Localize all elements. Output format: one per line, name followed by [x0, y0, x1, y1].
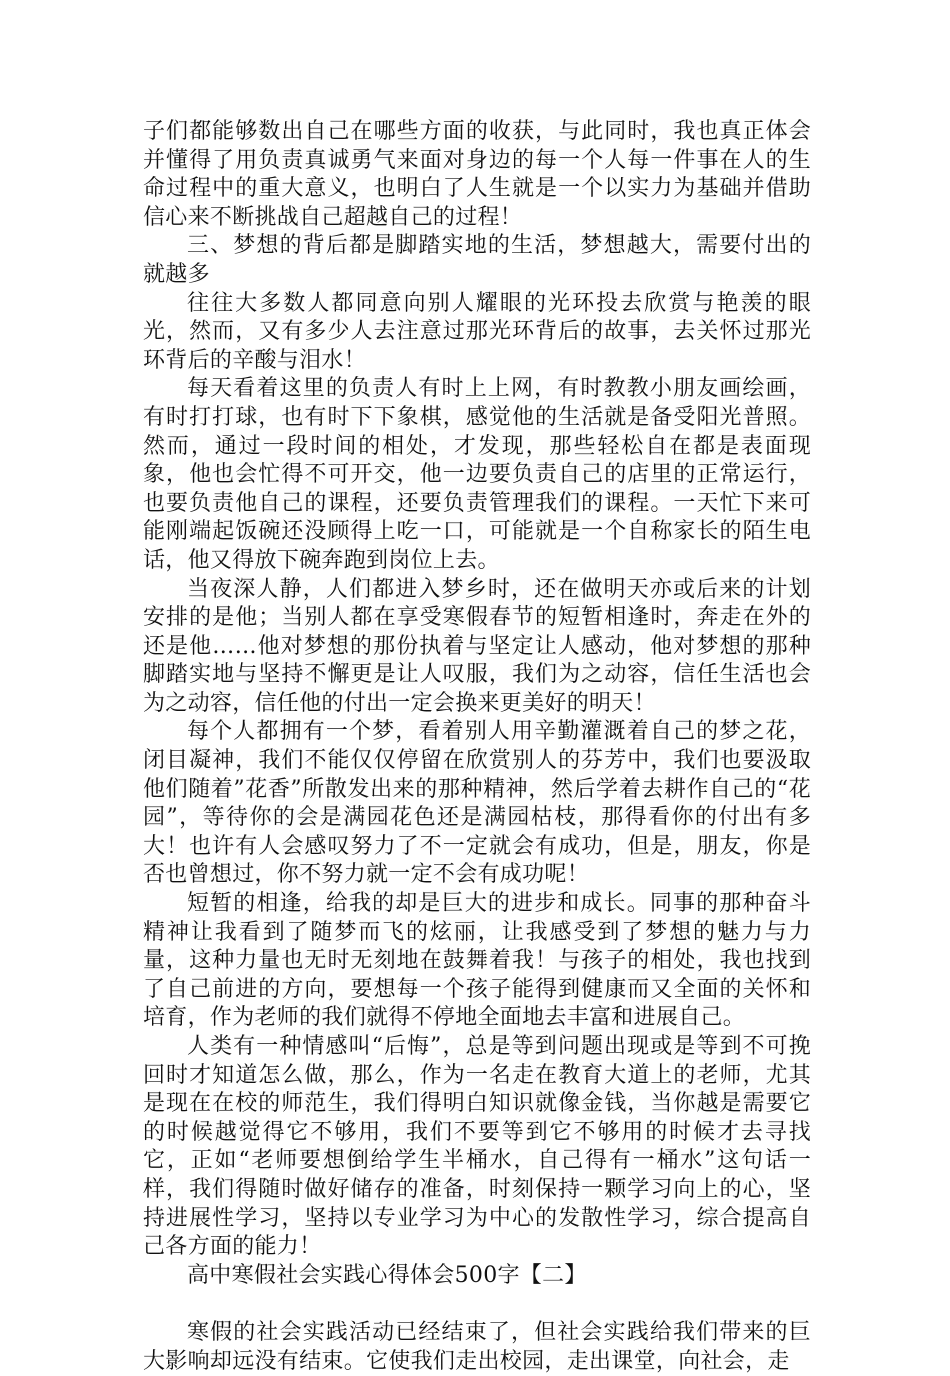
paragraph-continuation: 子们都能够数出自己在哪些方面的收获，与此同时，我也真正体会并懂得了用负责真诚勇气来面对身边的每一个人每一件事在人的生命过程中的重大意义，也明白了人生就是一个以实力为基础并借助信心来不断挑战自己超越自己的过程！: [143, 119, 811, 230]
blank-line: [143, 1290, 811, 1319]
paragraph: 每天看着这里的负责人有时上上网，有时教教小朋友画绘画，有时打打球，也有时下下象棋，感觉他的生活就是备受阳光普照。然而，通过一段时间的相处，才发现，那些轻松自在都是表面现象，他也会忙得不可开交，他一边要负责自己的店里的正常运行，也要负责他自己的课程，还要负责管理我们的课程。一天忙下来可能刚端起饭碗还没顾得上吃一口，可能就是一个自称家长的陌生电话，他又得放下碗奔跑到岗位上去。: [143, 376, 811, 573]
paragraph: 寒假的社会实践活动已经结束了，但社会实践给我们带来的巨大影响却远没有结束。它使我们走出校园，走出课堂，向社会，走: [143, 1319, 811, 1374]
paragraph: 每个人都拥有一个梦，看着别人用辛勤灌溉着自己的梦之花，闭目凝神，我们不能仅仅停留在欣赏别人的芬芳中，我们也要汲取他们随着”花香”所散发出来的那种精神，然后学着去耕作自己的“花园”，等待你的会是满园花色还是满园枯枝，那得看你的付出有多大！也许有人会感叹努力了不一定就会有成功，但是，朋友，你是否也曾想过，你不努力就一定不会有成功呢！: [143, 719, 811, 888]
paragraph: 人类有一种情感叫“后悔”，总是等到问题出现或是等到不可挽回时才知道怎么做，那么，作为一名走在教育大道上的老师，尤其是现在在校的师范生，我们得明白知识就像金钱，当你越是需要它的时候越觉得它不够用，我们不要等到它不够用的时候才去寻找它，正如“老师要想倒给学生半桶水，自己得有一桶水”这句话一样，我们得随时做好储存的准备，时刻保持一颗学习向上的心，坚持进展性学习，坚持以专业学习为中心的发散性学习，综合提高自己各方面的能力！: [143, 1034, 811, 1260]
paragraph: 当夜深人静，人们都进入梦乡时，还在做明天亦或后来的计划安排的是他；当别人都在享受寒假春节的短暂相逢时，奔走在外的还是他……他对梦想的那份执着与坚定让人感动，他对梦想的那种脚踏实地与坚持不懈更是让人叹服，我们为之动容，信任生活也会为之动容，信任他的付出一定会换来更美好的明天！: [143, 576, 811, 716]
paragraph: 短暂的相逢，给我的却是巨大的进步和成长。同事的那种奋斗精神让我看到了随梦而飞的炫丽，让我感受到了梦想的魅力与力量，这种力量也无时无刻地在鼓舞着我！与孩子的相处，我也找到了自己前进的方向，要想每一个孩子能得到健康而又全面的关怀和培育，作为老师的我们就得不停地全面地去丰富和进展自己。: [143, 891, 811, 1031]
document-page: [143, 118, 811, 1376]
section-heading-3: 三、梦想的背后都是脚踏实地的生活，梦想越大，需要付出的就越多: [143, 233, 811, 287]
paragraph: 往往大多数人都同意向别人耀眼的光环投去欣赏与艳羡的眼光，然而，又有多少人去注意过那光环背后的故事，去关怀过那光环背后的辛酸与泪水！: [143, 290, 811, 373]
article-subtitle: 高中寒假社会实践心得体会500字【二】: [187, 1262, 587, 1288]
